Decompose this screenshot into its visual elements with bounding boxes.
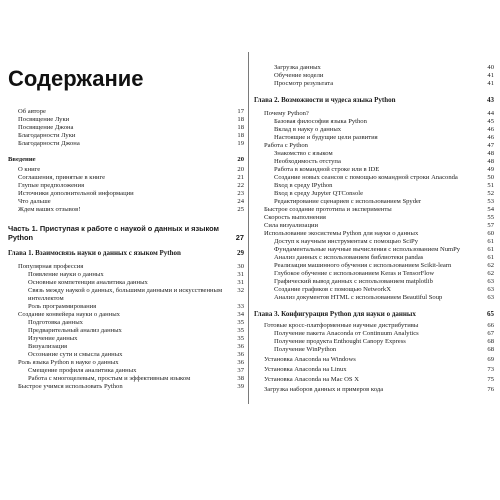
toc-entry-page: 68 <box>487 346 494 353</box>
toc-entry-page: 57 <box>487 222 494 229</box>
toc-entry-title: Предварительный анализ данных <box>28 327 122 334</box>
toc-entry-title: Осознание сути и смысла данных <box>28 351 123 358</box>
toc-entry-title: Глупые предположения <box>18 182 85 189</box>
toc-entry-title: Вход в среду IPython <box>274 182 333 189</box>
page-title: Содержание <box>8 66 144 91</box>
toc-entry-title: Загрузка данных <box>274 64 321 71</box>
toc-entry-title: Ждем ваших отзывов! <box>18 206 81 213</box>
toc-entry-title: Соглашения, принятые в книге <box>18 174 106 181</box>
toc-entry-page: 43 <box>487 96 494 104</box>
toc-entry-page: 49 <box>487 166 494 173</box>
toc-entry-title: Работа с Python <box>264 142 308 149</box>
toc-entry-page: 63 <box>487 286 494 293</box>
toc-entry-page: 36 <box>237 343 244 350</box>
toc-entry-title: Источники дополнительной информации <box>18 190 134 197</box>
toc-entry-page: 61 <box>487 254 494 261</box>
toc-entry-title: Знакомство с языком <box>274 150 333 157</box>
toc-entry-page: 48 <box>487 158 494 165</box>
toc-entry-page: 30 <box>237 263 244 270</box>
toc-entry-page: 63 <box>487 294 494 301</box>
toc-entry-title: Редактирование сценариев с использованием Spyder <box>274 198 422 205</box>
toc-entry-page: 66 <box>487 322 494 329</box>
toc-entry-page: 18 <box>237 132 244 139</box>
toc-entry-page: 23 <box>237 190 244 197</box>
toc-entry-page: 50 <box>487 174 494 181</box>
toc-entry-title: Подготовка данных <box>28 319 83 326</box>
toc-entry-title: Популярная профессия <box>18 263 84 270</box>
toc-entry-title: Установка Anaconda на Windows <box>264 356 356 363</box>
toc-entry-title: Быстрое учимся использовать Python <box>18 383 123 390</box>
toc-entry-title: Работа в командной строке или в IDE <box>274 166 380 173</box>
toc-entry-page: 60 <box>487 230 494 237</box>
toc-entry-title: Посвящение Луки <box>18 116 70 123</box>
column-divider <box>248 52 249 404</box>
toc-entry-page: 69 <box>487 356 494 363</box>
toc-entry-title: Загрузка наборов данных и примеров кода <box>264 386 384 393</box>
toc-entry-title: Использование экосистемы Python для науки о данных <box>264 230 419 237</box>
toc-entry-title: Обучение модели <box>274 72 324 79</box>
toc-entry-page: 31 <box>237 271 244 278</box>
toc-entry-title: Готовые кросс-платформенные научные дистрибутивы <box>264 322 419 329</box>
toc-entry-title: Глава 2. Возможности и чудеса языка Python <box>254 96 396 104</box>
toc-entry-title: Глава 3. Конфигурация Python для науки о данных <box>254 310 416 318</box>
toc-entry-page: 18 <box>237 116 244 123</box>
toc-entry-title: Реализация машинного обучения с использованием Scikit-learn <box>274 262 452 269</box>
toc-entry-page: 62 <box>487 262 494 269</box>
toc-entry-page: 54 <box>487 206 494 213</box>
toc-entry-page: 68 <box>487 338 494 345</box>
toc-entry-title: Что дальше <box>18 198 51 205</box>
toc-entry-page: 36 <box>237 351 244 358</box>
toc-entry-title: Глубокое обучение с использованием Keras и TensorFlow <box>274 270 435 277</box>
toc-entry-title: Изучение данных <box>28 335 78 342</box>
toc-entry-page: 32 <box>237 287 244 294</box>
toc-entry-page: 35 <box>237 319 244 326</box>
toc-entry-page: 45 <box>487 118 494 125</box>
toc-entry-title: Вход в среду Jupyter QTConsole <box>274 190 364 197</box>
toc-entry-page: 38 <box>237 375 244 382</box>
toc-entry-page: 65 <box>487 310 494 318</box>
toc-entry-title: Роль языка Python в науке о данных <box>18 359 119 366</box>
toc-entry-page: 27 <box>235 233 244 242</box>
toc-entry-page: 44 <box>487 110 494 117</box>
toc-entry-title: Графический вывод данных с использованием matplotlib <box>274 278 433 285</box>
toc-entry-title: Вклад в науку о данных <box>274 126 342 133</box>
toc-entry-page: 25 <box>237 206 244 213</box>
toc-entry-title: Просмотр результата <box>274 80 334 87</box>
toc-entry-title: Сила визуализации <box>264 222 319 229</box>
toc-entry-page: 40 <box>487 64 494 71</box>
toc-entry-page: 36 <box>237 359 244 366</box>
toc-entry-title: Анализ данных с использованием библиотеки pandas <box>274 254 424 261</box>
toc-entry-title: Создание новых сеансов с помощью командной строки Anaconda <box>274 174 458 181</box>
toc-entry-title: Благодарности Джона <box>18 140 80 147</box>
toc-entry-title: Доступ к научным инструментам с помощью SciPy <box>274 238 419 245</box>
toc-entry-title: Базовая философия языка Python <box>274 118 367 125</box>
toc-entry-page: 22 <box>237 182 244 189</box>
toc-entry-page: 17 <box>237 108 244 115</box>
toc-entry-page: 53 <box>487 198 494 205</box>
toc-entry-title: Посвящение Джона <box>18 124 74 131</box>
toc-entry-page: 18 <box>237 124 244 131</box>
toc-entry-page: 20 <box>237 166 244 173</box>
toc-entry-title: Работа с многоцелевым, простым и эффективным языком <box>28 375 191 382</box>
toc-entry-page: 37 <box>237 367 244 374</box>
toc-entry-title: Глава 1. Взаимосвязь науки о данных с языком Python <box>8 249 181 257</box>
toc-entry-page: 75 <box>487 376 494 383</box>
toc-entry-page: 33 <box>237 303 244 310</box>
toc-entry-page: 24 <box>237 198 244 205</box>
toc-entry-page: 55 <box>487 214 494 221</box>
toc-entry-page: 21 <box>237 174 244 181</box>
toc-entry-page: 52 <box>487 190 494 197</box>
toc-entry-title: Получение WinPython <box>274 346 337 353</box>
toc-entry-page: 76 <box>487 386 494 393</box>
toc-entry-page: 61 <box>487 238 494 245</box>
toc-entry-title: Необходимость отступа <box>274 158 341 165</box>
toc-entry-title: Получение продукта Enthought Canopy Express <box>274 338 406 345</box>
toc-entry-title: Анализ документов HTML с использованием Beautiful Soup <box>274 294 443 301</box>
toc-entry-title: Визуализация <box>28 343 68 350</box>
toc-entry-title: Установка Anaconda на Linux <box>264 366 347 373</box>
toc-entry-title: Основные компетенции аналитика данных <box>28 279 148 286</box>
toc-entry-title: Быстрое создание прототипа и эксперименты <box>264 206 392 213</box>
toc-entry-page: 51 <box>487 182 494 189</box>
toc-entry-title: Создание конвейера науки о данных <box>18 311 120 318</box>
toc-entry-title: Введение <box>8 156 36 163</box>
toc-entry-page: 29 <box>237 249 244 257</box>
toc-entry-page: 47 <box>487 142 494 149</box>
toc-entry-page: 19 <box>237 140 244 147</box>
toc-entry-page: 35 <box>237 335 244 342</box>
toc-entry-page: 34 <box>237 311 244 318</box>
toc-entry-title: Настоящие и будущие цели развития <box>274 134 378 141</box>
toc-entry-page: 39 <box>237 383 244 390</box>
toc-entry-title: Фундаментальные научные вычисления с использованием NumPy <box>274 246 461 253</box>
toc-entry-title: Появление науки о данных <box>28 271 104 278</box>
toc-entry-title: Об авторе <box>18 108 46 115</box>
toc-entry-title: Смещение профиля аналитика данных <box>28 367 137 374</box>
toc-entry-page: 48 <box>487 150 494 157</box>
toc-entry-page: 41 <box>487 72 494 79</box>
toc-entry-title: Скорость выполнения <box>264 214 326 221</box>
toc-entry-title: Установка Anaconda на Mac OS X <box>264 376 359 383</box>
toc-entry-page: 31 <box>237 279 244 286</box>
toc-entry-title: О книге <box>18 166 41 173</box>
toc-entry-page: 20 <box>237 156 244 163</box>
toc-entry-title: Роль программирования <box>28 303 97 310</box>
toc-entry-title: Почему Python? <box>264 110 309 117</box>
toc-entry-page: 62 <box>487 270 494 277</box>
toc-entry-page: 61 <box>487 246 494 253</box>
toc-entry-page: 73 <box>487 366 494 373</box>
toc-entry-page: 41 <box>487 80 494 87</box>
toc-entry-page: 63 <box>487 278 494 285</box>
toc-entry-page: 67 <box>487 330 494 337</box>
toc-entry-page: 46 <box>487 134 494 141</box>
toc-entry-title: Часть 1. Приступая к работе с наукой о данных и языком Python <box>8 224 219 242</box>
toc-entry-page: 46 <box>487 126 494 133</box>
toc-entry-page: 35 <box>237 327 244 334</box>
toc-entry-title: Благодарности Луки <box>18 132 76 139</box>
toc-entry-title: Получение пакета Anaconda от Continuum Analytics <box>274 330 419 337</box>
toc-entry-title: Связь между наукой о данных, большими данными и искусственным интеллектом <box>28 287 223 302</box>
toc-entry-title: Создание графиков с помощью NetworkX <box>274 286 391 293</box>
